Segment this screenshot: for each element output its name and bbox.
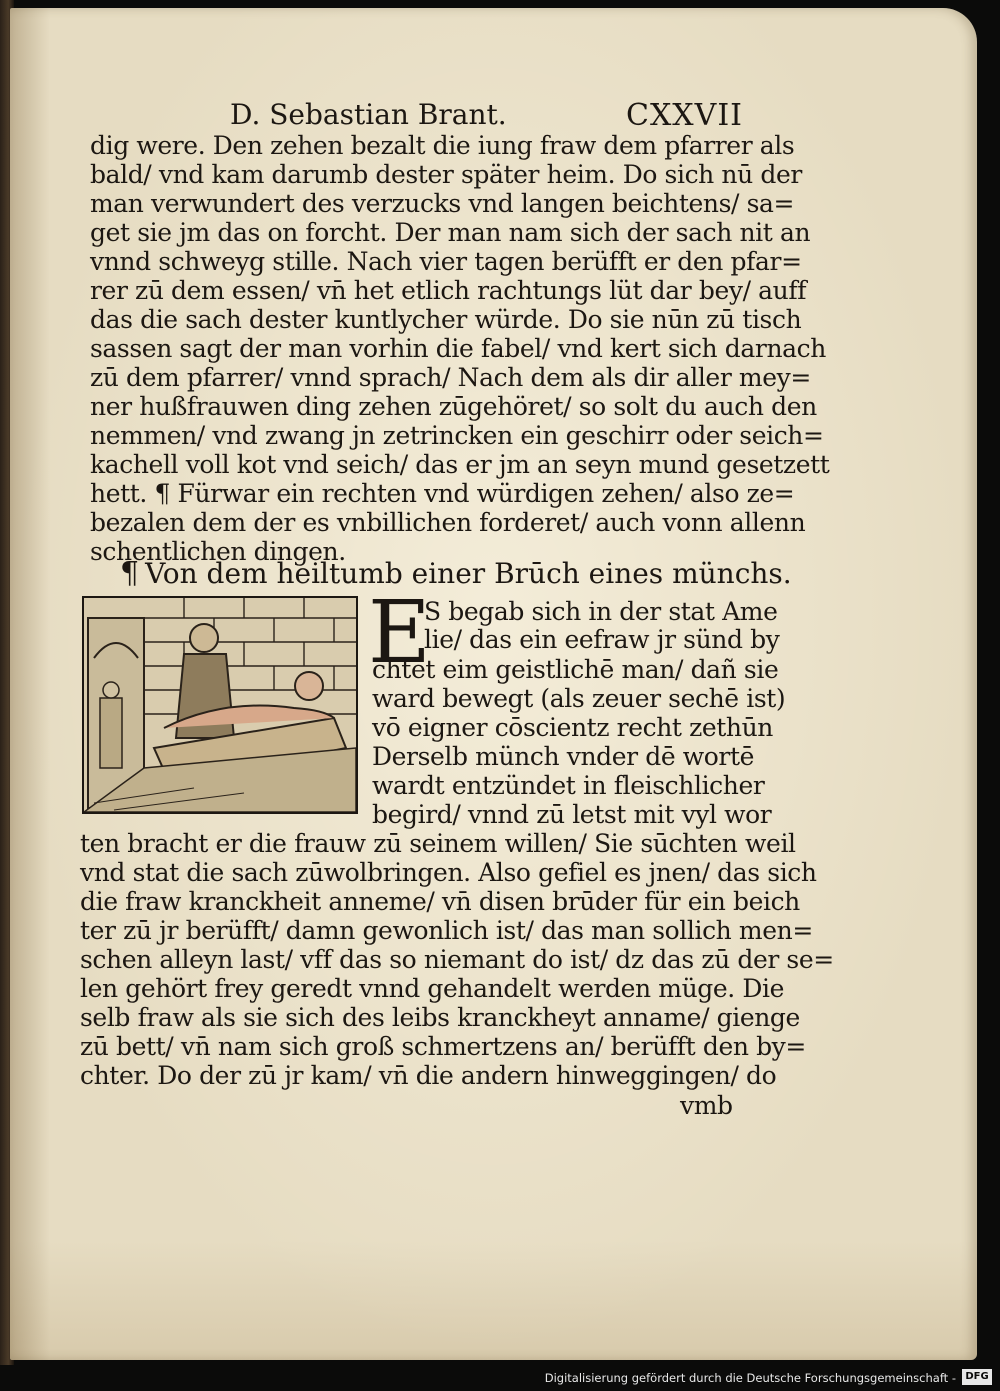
text-line: zū dem pfarrer/ vnnd sprach/ Nach dem als dir aller mey= [90,363,811,392]
text-line: dig were. Den zehen bezalt die iung fraw dem pfarrer als [90,131,795,160]
text-line: begird/ vnnd zū letst mit vyl wor [372,800,772,829]
text-line: ner hußfrauwen ding zehen zūgehöret/ so solt du auch den [90,392,817,421]
text-line: nemmen/ vnd zwang jn zetrincken ein geschirr oder seich= [90,421,824,450]
text-line: vō eigner cōscientz recht zethūn [372,713,774,742]
text-line: bezalen dem der es vnbillichen forderet/ auch vonn allenn [90,508,806,537]
pilcrow-mark: ¶ [120,556,140,591]
footer-credit: Digitalisierung gefördert durch die Deutsche Forschungsgemeinschaft - [544,1371,956,1385]
catchword: vmb [680,1091,733,1120]
text-line: kachell voll kot vnd seich/ das er jm an seyn mund gesetzett [90,450,830,479]
drop-cap-initial: E [368,583,431,683]
text-line: wardt entzündet in fleischlicher [372,771,765,800]
text-line: sassen sagt der man vorhin die fabel/ vnd kert sich darnach [90,334,826,363]
text-line: zū bett/ vn̄ nam sich groß schmertzens an/ berüfft den by= [80,1032,806,1061]
woodcut-scene-icon [84,598,356,812]
running-title: D. Sebastian Brant. [230,98,507,131]
text-line: chtet eim geistlichē man/ dañ sie [372,655,779,684]
text-line: get sie jm das on forcht. Der man nam sich der sach nit an [90,218,811,247]
text-line: das die sach dester kuntlycher würde. Do sie nūn zū tisch [90,305,802,334]
section-heading-text: Von dem heiltumb einer Brūch eines münchs. [145,557,792,590]
text-line: selb fraw als sie sich des leibs kranckheyt anname/ gienge [80,1003,800,1032]
text-line: vnd stat die sach zūwolbringen. Also gefiel es jnen/ das sich [80,858,817,887]
text-line: man verwundert des verzucks vnd langen beichtens/ sa= [90,189,795,218]
text-line: schen alleyn last/ vff das so niemant do ist/ dz das zū der se= [80,945,834,974]
woodcut-illustration [82,596,358,814]
text-line: ten bracht er die frauw zū seinem willen/ Sie sūchten weil [80,829,796,858]
text-line: len gehört frey geredt vnnd gehandelt werden müge. Die [80,974,785,1003]
section-heading [120,556,792,591]
text-line: vnnd schweyg stille. Nach vier tagen berüfft er den pfar= [90,247,802,276]
text-line: hett. ¶ Fürwar ein rechten vnd würdigen zehen/ also ze= [90,479,795,508]
text-line: chter. Do der zū jr kam/ vn̄ die andern hinweggingen/ do [80,1061,777,1090]
text-line: ter zū jr berüfft/ damn gewonlich ist/ das man sollich men= [80,916,813,945]
text-line: lie/ das ein eefraw jr sünd by [424,625,780,654]
text-line: die fraw kranckheit anneme/ vn̄ disen brūder für ein beich [80,887,800,916]
text-line: rer zū dem essen/ vn̄ het etlich rachtungs lüt dar bey/ auff [90,276,807,305]
folio-number: CXXVII [626,98,744,133]
text-line: Derselb münch vnder dē wortē [372,742,755,771]
text-line: bald/ vnd kam darumb dester später heim. Do sich nū der [90,160,802,189]
text-line: S begab sich in der stat Ame [424,597,778,626]
text-line: schentlichen dingen. [90,537,346,566]
text-line: ward bewegt (als zeuer sechē ist) [372,684,786,713]
dfg-logo-icon: DFG [962,1369,992,1385]
